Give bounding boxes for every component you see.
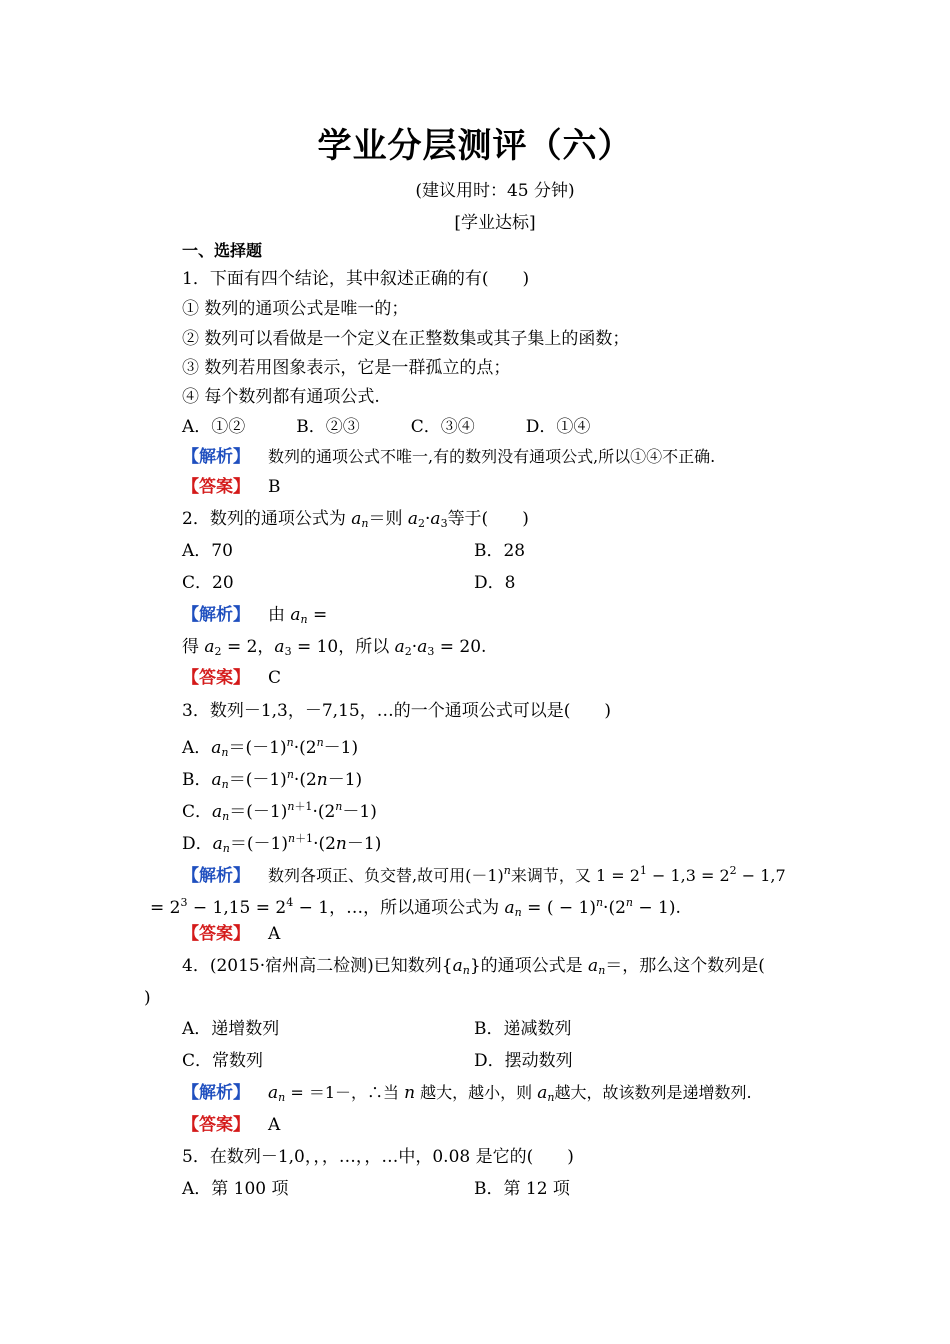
q2-stem: 2．数列的通项公式为 $a_n=$则 $a_2\cdot a_3$等于( ) xyxy=(182,509,529,530)
q4-analysis-part: 越大，故该数列是递增数列. xyxy=(554,1083,752,1102)
q4-answer-value: A xyxy=(268,1115,281,1135)
q4-answer xyxy=(182,1114,280,1136)
q4-analysis-part: = ＝1－，∴当 xyxy=(285,1083,405,1102)
q4-analysis: 【解析】 $a_n = =1-$，∴当 n 越大，越小，则 $a_n$越大，故该数列是递增数列. xyxy=(182,1083,752,1104)
q2-analysis-part: = xyxy=(307,605,328,625)
q4-option-c: C．常数列 xyxy=(182,1051,264,1071)
q3-analysis-part: 数列各项正、负交替,故可用(－1) xyxy=(268,866,504,885)
analysis-tag: 【解析】 xyxy=(182,1083,250,1103)
q4-option-b: B．递减数列 xyxy=(474,1019,572,1039)
q2-option-b: B．28 xyxy=(474,541,526,561)
q3-stem: 3．数列－1,3，－7,15，…的一个通项公式可以是( ) xyxy=(182,701,611,721)
q1-statement-1: ① 数列的通项公式是唯一的； xyxy=(182,299,409,319)
q1-statement-4: ④ 每个数列都有通项公式. xyxy=(182,387,380,407)
q3-analysis-part: = ( − 1) xyxy=(521,898,596,918)
answer-tag: 【答案】 xyxy=(182,477,250,497)
answer-tag: 【答案】 xyxy=(182,1115,250,1135)
analysis-tag: 【解析】 xyxy=(182,605,250,625)
q3-analysis: 【解析】 数列各项正、负交替,故可用$(-1)^n$来调节，又 $1 = 2^1 - 1,3 = 2^2 - 1,7$ xyxy=(182,864,786,886)
q4-stem: 4．(2015·宿州高二检测)已知数列$\{a_n\}$的通项公式是 $a_n=$，那么这个数列是( xyxy=(182,956,765,977)
q5-stem: 5．在数列－1,0，，，…，，…中，0.08 是它的( ) xyxy=(182,1147,574,1167)
q1-analysis-text: 数列的通项公式不唯一,有的数列没有通项公式,所以①④不正确. xyxy=(268,447,716,466)
q3-analysis-part: − 1，…，所以通项公式为 xyxy=(293,898,505,918)
q4-option-d: D．摆动数列 xyxy=(474,1051,573,1071)
option-label: D． xyxy=(182,834,213,854)
q4-stem-part: }的通项公式是 xyxy=(469,956,589,976)
q4-stem-part: ＝，那么这个数列是( xyxy=(605,956,765,976)
q3-analysis-part: − 1,3 = 2 xyxy=(646,866,730,885)
option-label: B． xyxy=(182,770,212,790)
answer-tag: 【答案】 xyxy=(182,668,250,688)
q4-stem-part: 4．(2015·宿州高二检测)已知数列{ xyxy=(182,956,453,976)
q3-option-a: A．$a_n=(-1)^n\cdot(2^n-1)$ xyxy=(182,736,359,759)
q2-answer-value: C xyxy=(268,668,282,688)
q3-analysis-part: = 2 xyxy=(150,898,181,918)
time-note: (建议用时：45 分钟) xyxy=(415,181,575,201)
answer-tag: 【答案】 xyxy=(182,924,250,944)
q2-analysis: 【解析】 由 $a_n$ = xyxy=(182,605,328,626)
q3-option-c: C．$a_n=(-1)^{n+1}\cdot(2^n-1)$ xyxy=(182,800,377,823)
q3-answer-value: A xyxy=(268,924,281,944)
q2-analysis-line2: 得 $a_2 = 2$，$a_3 = 10$，所以 $a_2\cdot a_3 = 20$. xyxy=(182,637,487,658)
section-heading: 一、选择题 xyxy=(182,241,263,260)
q3-analysis-part: − 1,15 = 2 xyxy=(187,898,287,918)
q2-stem-part: ＝则 xyxy=(368,509,408,529)
q2-option-a: A．70 xyxy=(182,541,233,561)
q3-analysis-part: ·(2 xyxy=(603,898,626,918)
q2-stem-part: 2．数列的通项公式为 xyxy=(182,509,352,529)
q1-stem: 1．下面有四个结论，其中叙述正确的有( ) xyxy=(182,269,530,289)
q1-options: A．①② B．②③ C．③④ D．①④ xyxy=(182,417,591,437)
q4-option-a: A．递增数列 xyxy=(182,1019,280,1039)
q4-stem-end: ) xyxy=(144,988,151,1008)
q5-option-b: B．第 12 项 xyxy=(474,1179,570,1199)
option-label: C． xyxy=(182,802,213,822)
q1-analysis xyxy=(182,446,715,468)
q2-answer xyxy=(182,667,281,689)
q3-analysis-line2: = $2^3 - 1,15 = 2^4 - 1$，…，所以通项公式为 $a_n$ = ( − $1)^n\cdot(2^n - 1)$. xyxy=(150,896,681,919)
q2-analysis-part: = 20. xyxy=(434,637,487,657)
q3-analysis-part: − 1,7 xyxy=(736,866,786,885)
q2-option-c: C．20 xyxy=(182,573,234,593)
q2-analysis-part: = 2， xyxy=(221,637,275,657)
q2-analysis-part: 由 xyxy=(268,605,291,625)
q2-analysis-part: 得 xyxy=(182,637,205,657)
q1-statement-3: ③ 数列若用图象表示，它是一群孤立的点； xyxy=(182,358,511,378)
q1-statement-2: ② 数列可以看做是一个定义在正整数集或其子集上的函数； xyxy=(182,329,630,349)
analysis-tag: 【解析】 xyxy=(182,447,250,467)
q2-analysis-part: = 10，所以 xyxy=(291,637,395,657)
page-title: 学业分层测评（六） xyxy=(317,126,633,166)
q3-analysis-part: − 1). xyxy=(633,898,681,918)
q3-option-d: D．$a_n=(-1)^{n+1}\cdot(2n-1)$ xyxy=(182,832,382,855)
analysis-tag: 【解析】 xyxy=(182,866,250,886)
q4-analysis-part: 越大，越小，则 xyxy=(415,1083,538,1102)
q3-answer xyxy=(182,923,280,945)
q3-option-b: B．$a_n=(-1)^n\cdot(2n-1)$ xyxy=(182,768,363,791)
q2-stem-part: 等于( ) xyxy=(447,509,529,529)
q3-analysis-part: 来调节，又 1 = 2 xyxy=(510,866,640,885)
q2-option-d: D．8 xyxy=(474,573,516,593)
q1-answer xyxy=(182,476,281,498)
q5-option-a: A．第 100 项 xyxy=(182,1179,289,1199)
level-label: [学业达标] xyxy=(454,213,536,233)
q1-answer-value: B xyxy=(268,477,281,497)
option-label: A． xyxy=(182,738,212,758)
